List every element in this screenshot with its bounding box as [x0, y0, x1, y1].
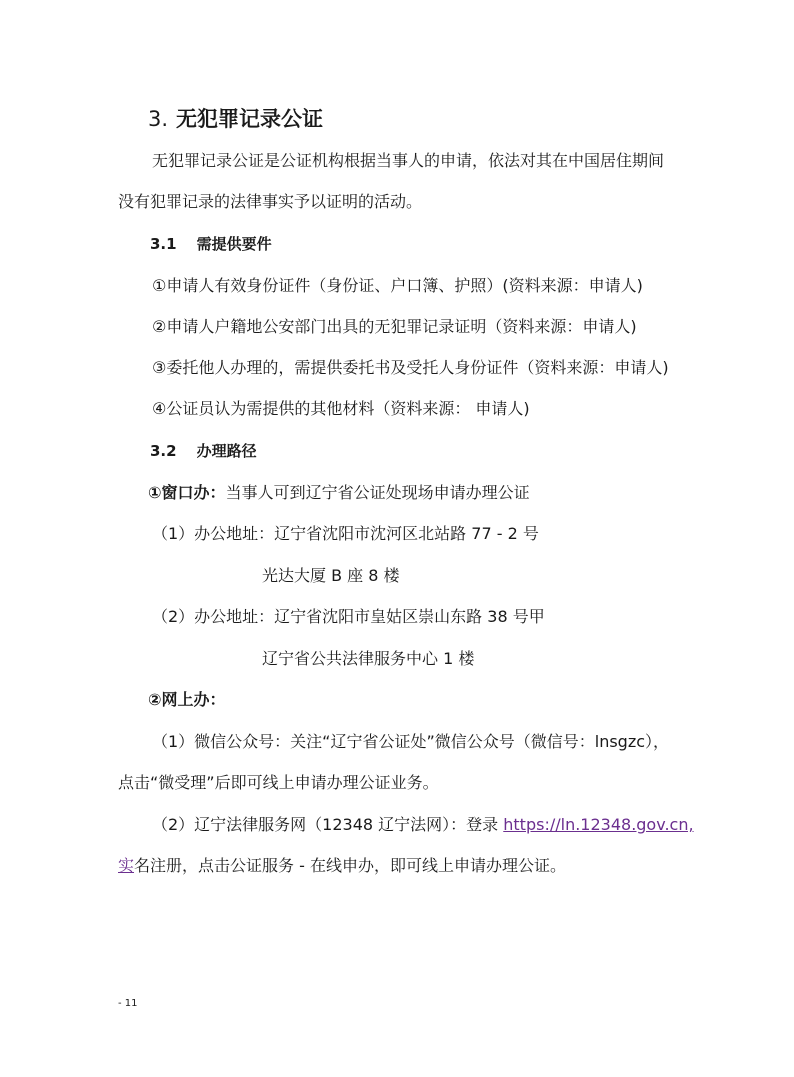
subsection-title: 办理路径	[196, 442, 257, 460]
window-route-text: 当事人可到辽宁省公证处现场申请办理公证	[225, 483, 530, 502]
website-link-continuation[interactable]: 实	[118, 856, 135, 875]
material-item: ④公证员认为需提供的其他材料（资料来源： 申请人)	[152, 399, 530, 418]
subsection-number: 3.1	[150, 235, 177, 253]
website-prefix: （2）辽宁法律服务网（12348 辽宁法网）：登录	[152, 815, 504, 834]
window-route	[148, 483, 530, 503]
page-number: - 11	[118, 998, 138, 1009]
website-line-1	[152, 815, 694, 835]
online-route-label: ②网上办：	[148, 690, 226, 709]
intro-line-1: 无犯罪记录公证是公证机构根据当事人的申请，依法对其在中国居住期间	[152, 151, 665, 170]
material-item: ①申请人有效身份证件（身份证、户口簿、护照）(资料来源：申请人)	[152, 276, 643, 295]
window-route-label: ①窗口办：	[148, 483, 226, 502]
website-link[interactable]: https://ln.12348.gov.cn,	[503, 815, 694, 834]
website-line-2	[118, 856, 566, 876]
address-1-line-2: 光达大厦 B 座 8 楼	[262, 566, 400, 585]
section-heading	[148, 105, 323, 133]
subsection-route-heading	[150, 441, 257, 461]
wechat-line-1: （1）微信公众号：关注“辽宁省公证处”微信公众号（微信号：lnsgzc），	[152, 732, 670, 751]
website-suffix: 名注册，点击公证服务 - 在线申办，即可线上申请办理公证。	[134, 856, 566, 875]
subsection-title: 需提供要件	[196, 235, 272, 253]
material-item: ②申请人户籍地公安部门出具的无犯罪记录证明（资料来源：申请人)	[152, 317, 637, 336]
address-2-line-1: （2）办公地址：辽宁省沈阳市皇姑区崇山东路 38 号甲	[152, 607, 545, 626]
section-number: 3.	[148, 107, 169, 131]
wechat-line-2: 点击“微受理”后即可线上申请办理公证业务。	[118, 773, 439, 792]
material-item: ③委托他人办理的，需提供委托书及受托人身份证件（资料来源：申请人)	[152, 358, 669, 377]
address-1-line-1: （1）办公地址：辽宁省沈阳市沈河区北站路 77 - 2 号	[152, 524, 539, 543]
subsection-materials-heading	[150, 234, 272, 254]
subsection-number: 3.2	[150, 442, 177, 460]
intro-line-2: 没有犯罪记录的法律事实予以证明的活动。	[118, 192, 423, 211]
section-title: 无犯罪记录公证	[176, 107, 324, 131]
address-2-line-2: 辽宁省公共法律服务中心 1 楼	[262, 649, 475, 668]
